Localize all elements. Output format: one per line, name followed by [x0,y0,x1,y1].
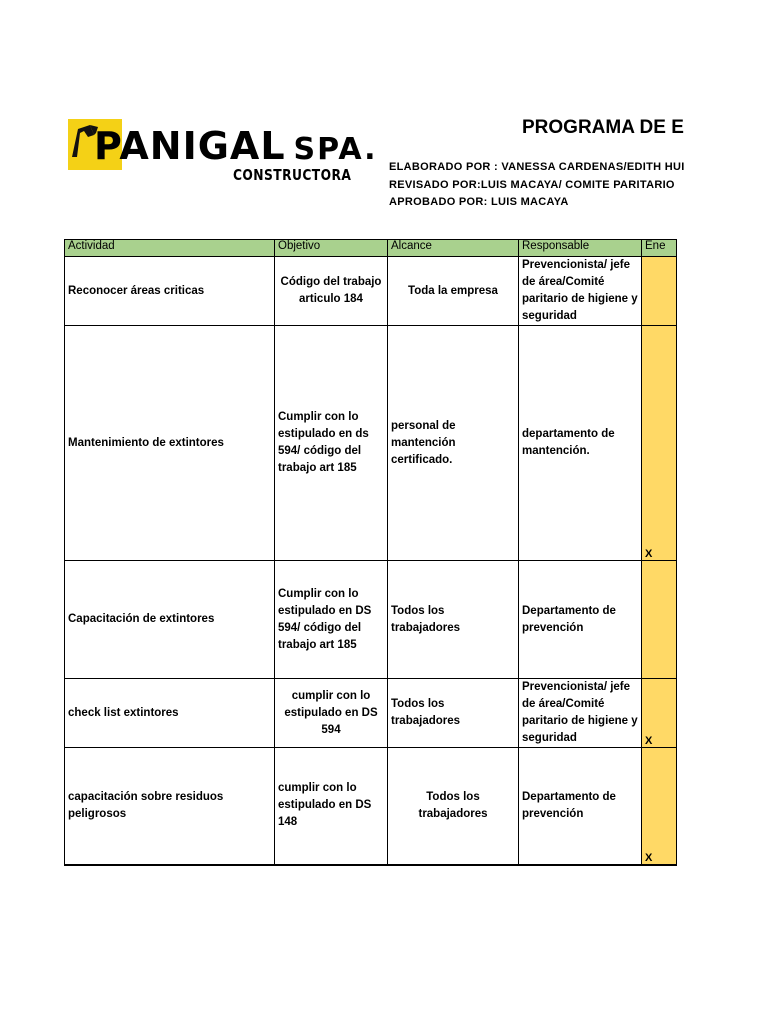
logo-name: PANIGAL [94,124,286,168]
aprobado-line: APROBADO POR: LUIS MACAYA [389,196,569,208]
cell-actividad: Capacitación de extintores [65,561,275,679]
column-header-actividad: Actividad [65,240,275,257]
cell-alcance: Toda la empresa [388,257,519,326]
column-header-responsable: Responsable [519,240,642,257]
cell-alcance: Todos los trabajadores [388,561,519,679]
revisado-line: REVISADO POR:LUIS MACAYA/ COMITE PARITARIO [389,179,675,191]
cell-objetivo: Código del trabajo articulo 184 [275,257,388,326]
cell-actividad: check list extintores [65,679,275,748]
cell-actividad: capacitación sobre residuos peligrosos [65,748,275,865]
table-row [65,257,677,326]
cell-responsable: Departamento de prevención [519,561,642,679]
logo-suffix: SPA. [293,132,378,167]
table-row [65,679,677,748]
cell-ene: X [642,748,677,865]
table-row [65,748,677,865]
cell-responsable: Departamento de prevención [519,748,642,865]
column-header-objetivo: Objetivo [275,240,388,257]
cell-alcance: Todos los trabajadores [388,679,519,748]
cell-ene [642,257,677,326]
cell-objetivo: cumplir con lo estipulado en DS 148 [275,748,388,865]
logo-wordmark [94,124,378,172]
elaborado-line: ELABORADO POR : VANESSA CARDENAS/EDITH HUI [389,161,685,173]
table-row [65,561,677,679]
cell-responsable: Prevencionista/ jefe de área/Comité paritario de higiene y seguridad [519,679,642,748]
cell-responsable: departamento de mantención. [519,326,642,561]
table-header-row [65,240,677,257]
document-title: PROGRAMA DE E [522,117,684,138]
cell-alcance: personal de mantención certificado. [388,326,519,561]
cell-ene [642,561,677,679]
cell-objetivo: Cumplir con lo estipulado en DS 594/ código del trabajo art 185 [275,561,388,679]
cell-ene: X [642,679,677,748]
logo-subtitle: CONSTRUCTORA [233,166,352,184]
cell-actividad: Mantenimiento de extintores [65,326,275,561]
column-header-alcance: Alcance [388,240,519,257]
cell-alcance: Todos los trabajadores [388,748,519,865]
cell-objetivo: Cumplir con lo estipulado en ds 594/ código del trabajo art 185 [275,326,388,561]
cell-ene: X [642,326,677,561]
column-header-ene: Ene [642,240,677,257]
cell-actividad: Reconocer áreas criticas [65,257,275,326]
program-table [64,239,677,866]
cell-responsable: Prevencionista/ jefe de área/Comité paritario de higiene y seguridad [519,257,642,326]
company-logo [68,118,378,188]
cell-objetivo: cumplir con lo estipulado en DS 594 [275,679,388,748]
table-row [65,326,677,561]
